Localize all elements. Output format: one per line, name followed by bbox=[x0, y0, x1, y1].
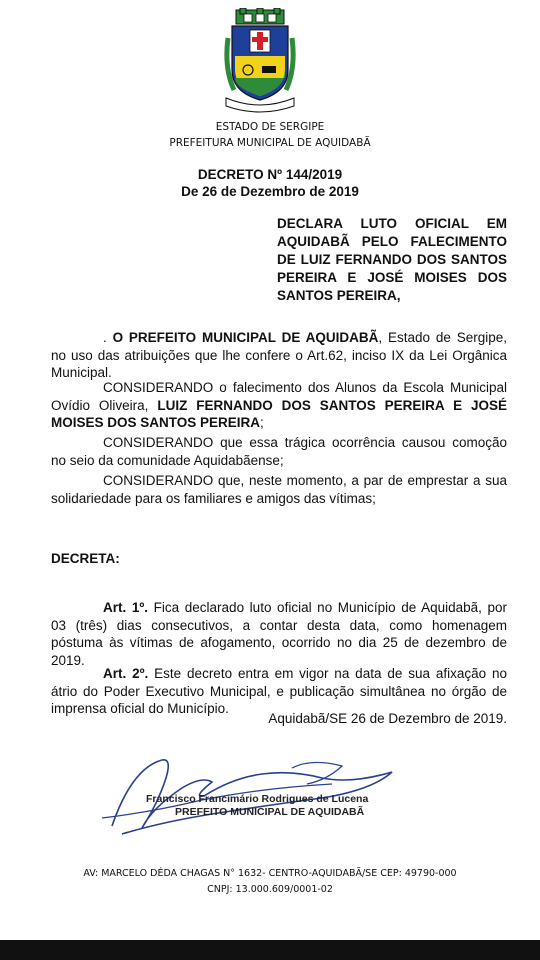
place-date: Aquidabã/SE 26 de Dezembro de 2019. bbox=[268, 711, 507, 726]
intro-mayor: O PREFEITO MUNICIPAL DE AQUIDABÃ bbox=[112, 330, 379, 345]
footer-address: AV: MARCELO DÉDA CHAGAS N° 1632- CENTRO-AQUIDABÃ/SE CEP: 49790-000 bbox=[83, 868, 457, 879]
considerando-1 bbox=[51, 379, 507, 432]
signatory-title: PREFEITO MUNICIPAL DE AQUIDABÃ bbox=[175, 806, 365, 818]
decreta-heading bbox=[51, 550, 507, 568]
intro-prefix: . bbox=[103, 330, 113, 345]
considerando-1-text: CONSIDERANDO o falecimento dos Alunos da Escola Municipal Ovídio Oliveira, bbox=[51, 380, 507, 413]
article-1 bbox=[51, 599, 507, 669]
article-2-text: Este decreto entra em vigor na data de sua afixação no átrio do Poder Executivo Municipal, e publicação simultânea no órgão de imprensa oficial do Município. bbox=[51, 666, 507, 716]
decree-number: DECRETO Nº 144/2019 bbox=[197, 167, 343, 182]
considerando-1-suffix: ; bbox=[260, 415, 264, 430]
intro-rest: , Estado de Sergipe, no uso das atribuições que lhe confere o Art.62, inciso IX da Lei Orgânica Municipal. bbox=[51, 330, 507, 380]
intro-paragraph bbox=[51, 329, 507, 382]
signatory-name: Francisco Francimário Rodrigues de Lucena bbox=[146, 793, 369, 805]
considerando-1-names: LUIZ FERNANDO DOS SANTOS PEREIRA E JOSÉ MOISES DOS SANTOS PEREIRA bbox=[51, 397, 507, 430]
municipal-crest-icon bbox=[222, 8, 298, 114]
decree-ementa: DECLARA LUTO OFICIAL EM AQUIDABÃ PELO FALECIMENTO DE LUIZ FERNANDO DOS SANTOS PEREIRA E JOSÉ MOISES DOS SANTOS PEREIRA, bbox=[277, 216, 507, 303]
state-heading: ESTADO DE SERGIPE bbox=[215, 121, 325, 133]
considerando-2-text: CONSIDERANDO que essa trágica ocorrência causou comoção no seio da comunidade Aquidabãense; bbox=[51, 435, 507, 468]
considerando-2 bbox=[51, 434, 507, 469]
considerando-3 bbox=[51, 472, 507, 507]
prefecture-heading: PREFEITURA MUNICIPAL DE AQUIDABÃ bbox=[169, 137, 371, 149]
article-2 bbox=[51, 665, 507, 718]
decree-date: De 26 de Dezembro de 2019 bbox=[181, 184, 359, 199]
article-2-label: Art. 2º. bbox=[103, 666, 149, 681]
decreta-text: DECRETA: bbox=[51, 551, 120, 566]
considerando-3-text: CONSIDERANDO que, neste momento, a par de emprestar a sua solidariedade para os familiares e amigos das vítimas; bbox=[51, 473, 507, 506]
bottom-border bbox=[0, 940, 540, 960]
article-1-label: Art. 1º. bbox=[103, 600, 149, 615]
footer-cnpj: CNPJ: 13.000.609/0001-02 bbox=[207, 884, 333, 895]
article-1-text: Fica declarado luto oficial no Município de Aquidabã, por 03 (três) dias consecutivos, a contar desta data, como homenagem póstuma às vítimas de afogamento, ocorrido no dia 25 de dezembro de 2019. bbox=[51, 600, 507, 668]
